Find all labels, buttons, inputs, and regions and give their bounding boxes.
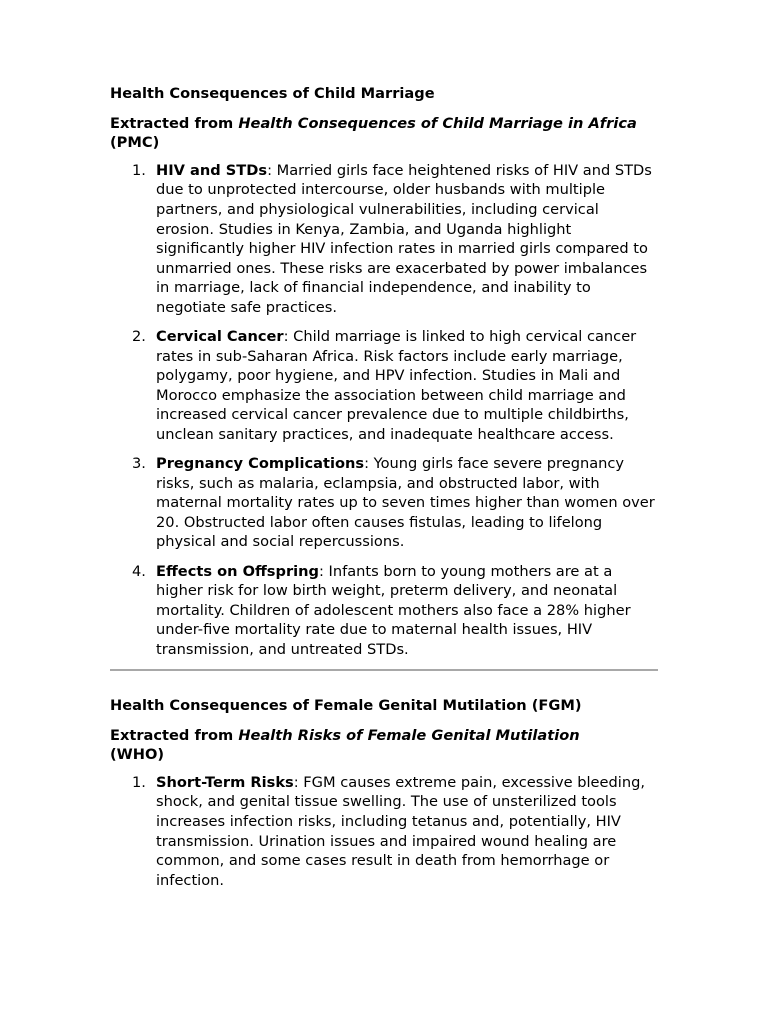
document-page [110,84,658,900]
section-title: Health Consequences of Child Marriage [110,85,435,102]
source-line [110,726,658,765]
list-item [110,327,658,445]
source-prefix: Extracted from [110,114,239,132]
consequences-list [110,161,658,660]
item-term: Pregnancy Complications [156,455,365,473]
list-item [110,773,658,891]
item-term: Short-Term Risks [156,773,294,791]
item-number: 1. [132,161,146,179]
list-item [110,161,658,318]
item-text: : FGM causes extreme pain, excessive bleeding, shock, and genital tissue swelling. The use of unsterilized tools increases infection risks, including tetanus and, potentially, HIV transmission. Urination issues and impaired wound healing are common, and some cases result in death from hemorrhage or infection. [156,773,645,889]
source-title: Health Risks of Female Genital Mutilation [238,726,580,744]
source-title: Health Consequences of Child Marriage in Africa [238,114,637,132]
section-fgm [110,696,658,890]
source-prefix: Extracted from [110,726,239,744]
item-number: 1. [132,773,146,791]
list-item [110,454,658,552]
source-line [110,114,658,153]
item-number: 2. [132,328,146,346]
item-text: : Young girls face severe pregnancy risks, such as malaria, eclampsia, and obstructed labor, with maternal mortality rates up to seven times higher than women over 20. Obstructed labor often causes fistulas, leading to lifelong physical and social repercussions. [156,455,655,551]
item-text: : Child marriage is linked to high cervical cancer rates in sub-Saharan Africa. Risk factors include early marriage, polygamy, poor hygiene, and HPV infection. Studies in Mali and Morocco emphasize the association between child marriage and increased cervical cancer prevalence due to multiple childbirths, unclean sanitary practices, and inadequate healthcare access. [156,328,637,443]
item-text: : Infants born to young mothers are at a higher risk for low birth weight, preterm delivery, and neonatal mortality. Children of adolescent mothers also face a 28% higher under-five mortality rate due to maternal health issues, HIV transmission, and untreated STDs. [156,562,631,658]
section-child-marriage [110,84,658,660]
item-term: Effects on Offspring [156,562,319,580]
list-item [110,562,658,660]
item-term: HIV and STDs [156,161,268,179]
source-suffix: (PMC) [110,134,160,152]
item-number: 3. [132,455,146,473]
item-text: : Married girls face heightened risks of HIV and STDs due to unprotected intercourse, older husbands with multiple partners, and physiological vulnerabilities, including cervical erosion. Studies in Kenya, Zambia, and Uganda highlight significantly higher HIV infection rates in married girls compared to unmarried ones. These risks are exacerbated by power imbalances in marriage, lack of financial independence, and inability to negotiate safe practices. [156,161,652,316]
source-suffix: (WHO) [110,746,165,764]
section-divider [110,669,658,671]
section-title: Health Consequences of Female Genital Mutilation (FGM) [110,697,582,715]
item-term: Cervical Cancer [156,328,284,346]
risks-list [110,773,658,891]
item-number: 4. [132,562,146,580]
